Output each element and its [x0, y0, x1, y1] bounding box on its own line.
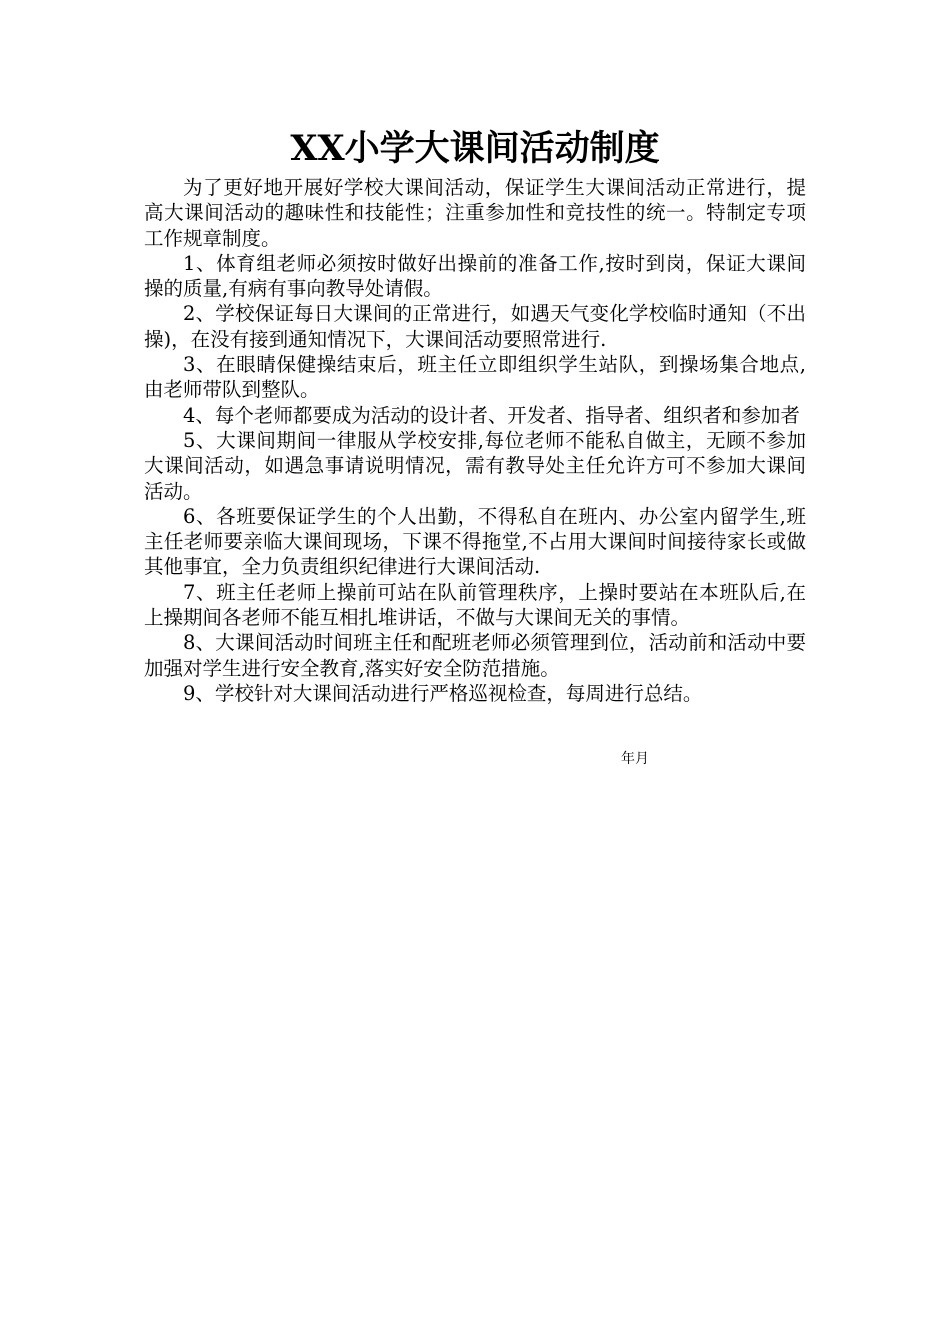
- rule-paragraph-4: 4、每个老师都要成为活动的设计者、开发者、指导者、组织者和参加者: [183, 403, 800, 427]
- document-body: [144, 175, 806, 706]
- rule-paragraph-6: 6、各班要保证学生的个人出勤，不得私自在班内、办公室内留学生,班主任老师要亲临大课间现场，下课不得拖堂,不占用大课间时间接待家长或做其他事宜，全力负责组织纪律进行大课间活动.: [144, 504, 806, 579]
- document-title: XX小学大课间活动制度: [290, 128, 660, 169]
- rule-paragraph-7: 7、班主任老师上操前可站在队前管理秩序，上操时要站在本班队后,在上操期间各老师不能互相扎堆讲话，不做与大课间无关的事情。: [144, 580, 806, 630]
- date-line: 年月: [621, 751, 649, 767]
- rule-paragraph-5: 5、大课间期间一律服从学校安排,每位老师不能私自做主，无顾不参加大课间活动，如遇急事请说明情况，需有教导处主任允许方可不参加大课间活动。: [144, 428, 806, 503]
- rule-paragraph-1: 1、体育组老师必须按时做好出操前的准备工作,按时到岗，保证大课间操的质量,有病有事向教导处请假。: [144, 251, 806, 301]
- rule-paragraph-8: 8、大课间活动时间班主任和配班老师必须管理到位，活动前和活动中要加强对学生进行安全教育,落实好安全防范措施。: [144, 631, 806, 680]
- intro-paragraph: 为了更好地开展好学校大课间活动，保证学生大课间活动正常进行，提高大课间活动的趣味性和技能性；注重参加性和竞技性的统一。特制定专项工作规章制度。: [144, 176, 806, 250]
- rule-paragraph-3: 3、在眼睛保健操结束后，班主任立即组织学生站队，到操场集合地点,由老师带队到整队。: [144, 353, 806, 402]
- rule-paragraph-2: 2、学校保证每日大课间的正常进行，如遇天气变化学校临时通知（不出操)，在没有接到通知情况下，大课间活动要照常进行.: [144, 302, 806, 351]
- rule-paragraph-9: 9、学校针对大课间活动进行严格巡视检查，每周进行总结。: [183, 681, 703, 705]
